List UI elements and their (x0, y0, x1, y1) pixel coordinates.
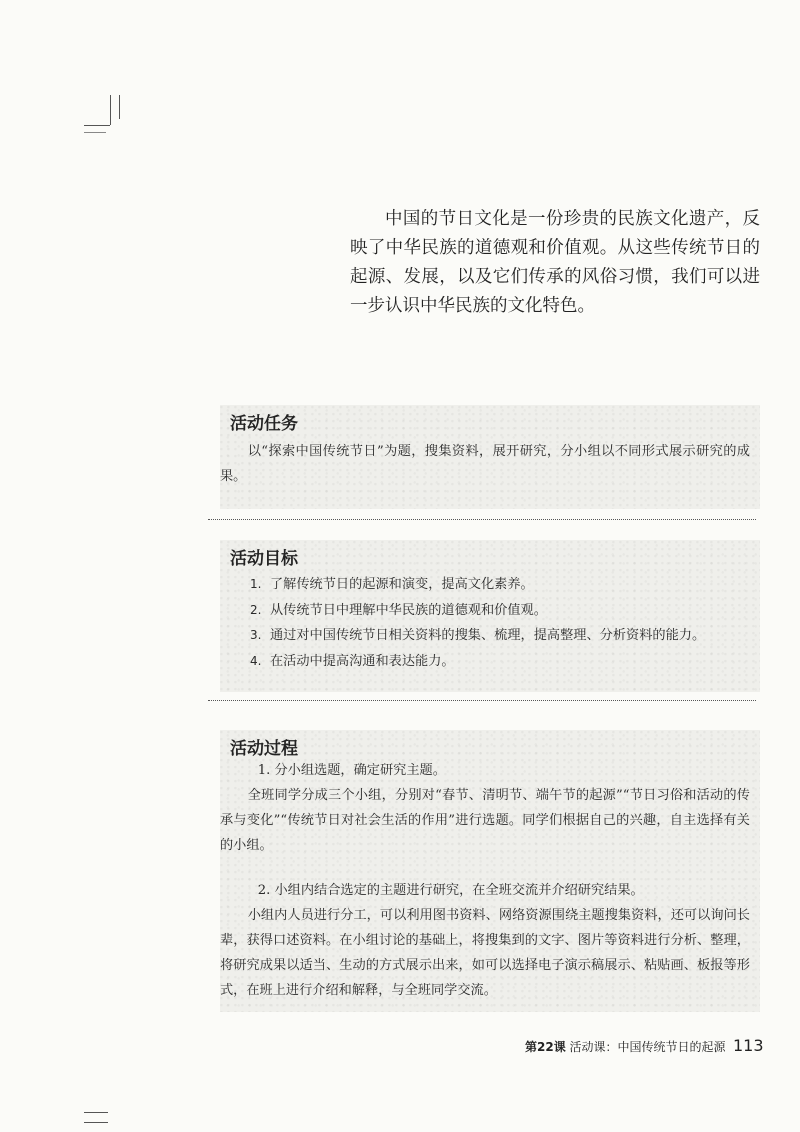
goals-section (220, 540, 760, 692)
crop-mark (84, 125, 110, 126)
list-item: 3. 通过对中国传统节日相关资料的搜集、梳理，提高整理、分析资料的能力。 (250, 628, 706, 643)
course-title: 活动课：中国传统节日的起源 (569, 1040, 726, 1054)
list-item: 1. 了解传统节日的起源和演变，提高文化素养。 (250, 577, 534, 592)
list-item: 2. 从传统节日中理解中华民族的道德观和价值观。 (250, 602, 547, 618)
list-item: 4. 在活动中提高沟通和表达能力。 (250, 653, 455, 669)
dotted-divider (208, 519, 756, 520)
step1-heading: 1. 分小组选题，确定研究主题。 (257, 763, 446, 778)
crop-mark (110, 95, 111, 125)
crop-mark (84, 132, 106, 133)
goals-list (250, 572, 705, 674)
task-title: 活动任务 (230, 414, 298, 434)
page-number: 113 (733, 1036, 764, 1055)
lesson-number: 第22课 (525, 1040, 566, 1054)
process-title: 活动过程 (230, 739, 298, 759)
crop-mark (84, 1112, 108, 1113)
dotted-divider (208, 700, 756, 701)
process-section (220, 730, 760, 1012)
task-section (220, 405, 760, 509)
task-body: 以“探索中国传统节日”为题，搜集资料，展开研究，分小组以不同形式展示研究的成果。 (220, 444, 750, 484)
page-footer (525, 1038, 726, 1055)
step2-body: 小组内人员进行分工，可以利用图书资料、网络资源围绕主题搜集资料，还可以询问长辈，获得口述资料。在小组讨论的基础上，将搜集到的文字、图片等资料进行分析、整理，将研究成果以适当、生动的方式展示出来，如可以选择电子演示稿展示、粘贴画、板报等形式，在班上进行介绍和解释，与全班同学交流。 (220, 908, 750, 998)
crop-mark (84, 1122, 108, 1123)
intro-paragraph: 中国的节日文化是一份珍贵的民族文化遗产，反映了中华民族的道德观和价值观。从这些传统节日的起源、发展，以及它们传承的风俗习惯，我们可以进一步认识中华民族的文化特色。 (350, 209, 760, 316)
step1-body: 全班同学分成三个小组，分别对“春节、清明节、端午节的起源”“节日习俗和活动的传承与变化”“传统节日对社会生活的作用”进行选题。同学们根据自己的兴趣，自主选择有关的小组。 (220, 788, 750, 853)
step2-heading: 2. 小组内结合选定的主题进行研究，在全班交流并介绍研究结果。 (257, 883, 644, 898)
crop-mark (119, 95, 120, 119)
goals-title: 活动目标 (230, 549, 298, 569)
